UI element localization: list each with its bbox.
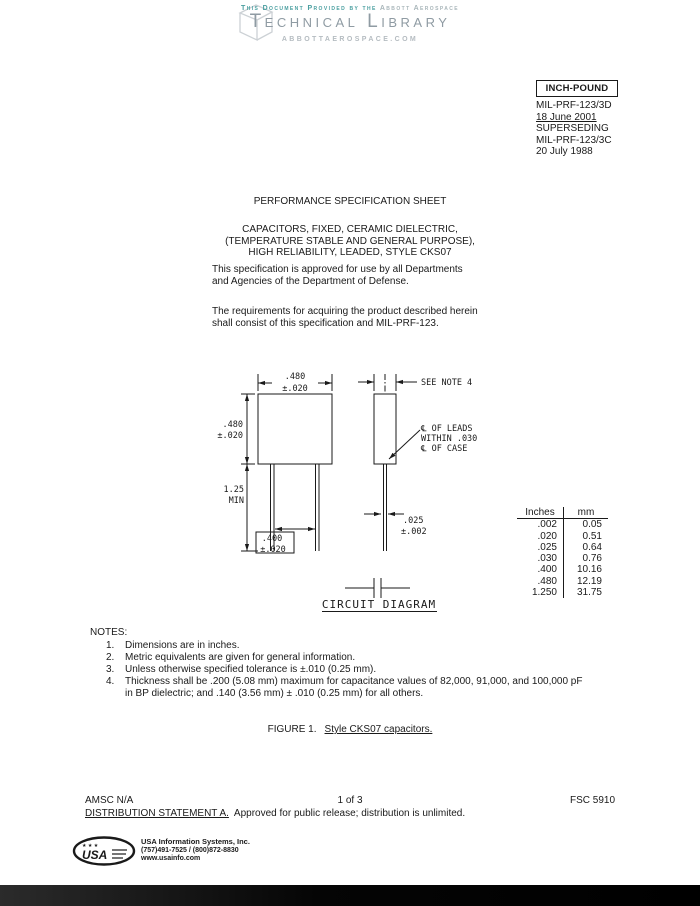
dim-lead-dia-tolerance: ±.002 [401, 527, 427, 537]
dim-lead-length-qualifier: MIN [228, 496, 244, 506]
logo-stripes [112, 850, 127, 858]
paragraph-line: The requirements for acquiring the product described herein [212, 306, 478, 317]
superseding-label: SUPERSEDING [536, 123, 609, 135]
notes-section [90, 627, 582, 700]
figure-caption [0, 724, 700, 735]
note-text-line: Thickness shall be .200 (5.08 mm) maximum for capacitance values of 82,000, 91,000, and 100,000 pF [125, 676, 583, 687]
table-header-inches: Inches [517, 507, 564, 519]
superseded-number: MIL-PRF-123/3C [536, 134, 612, 146]
see-note-4-label: SEE NOTE 4 [421, 378, 473, 388]
table-cell: .480 [517, 576, 564, 587]
centerline-within-label: WITHIN .030 [421, 434, 478, 444]
acquisition-paragraph [212, 306, 478, 329]
logo-stars: ★ ★ ★ [82, 843, 99, 849]
note-number: 3. [106, 664, 115, 675]
table-cell: 0.05 [582, 519, 602, 531]
note-item [106, 676, 582, 700]
vendor-website: www.usainfo.com [141, 855, 201, 863]
dim-lead-length-value: 1.25 [223, 485, 244, 495]
tagline-prefix: This Document Provided by the [241, 5, 377, 12]
inch-pound-box: INCH-POUND [536, 80, 618, 97]
subject-title [0, 224, 700, 259]
distribution-statement [85, 808, 465, 819]
table-cell: 0.51 [582, 530, 602, 542]
table-cell: 1.250 [517, 587, 564, 598]
paragraph-line: shall consist of this specification and MIL-PRF-123. [212, 317, 439, 329]
note-item [106, 652, 582, 664]
dim-height-tolerance: ±.020 [217, 431, 243, 441]
table-cell: 0.76 [582, 553, 602, 565]
page-bottom-bar [0, 885, 700, 906]
figure-caption-prefix: FIGURE 1. [267, 724, 317, 735]
usa-logo [72, 835, 136, 867]
distribution-text: Approved for public release; distribution is unlimited. [233, 808, 466, 819]
tagline-org: Abbott Aerospace [379, 5, 459, 12]
dim-lead-dia-value: .025 [403, 516, 424, 526]
paragraph-line: This specification is approved for use by all Departments [212, 264, 463, 275]
inches-mm-conversion-table [517, 507, 608, 598]
table-row [517, 519, 608, 531]
table-cell: .400 [517, 564, 564, 575]
table-header-mm: mm [564, 507, 609, 519]
centerline-case-label: ℄ OF CASE [421, 444, 468, 454]
note-text: Dimensions are in inches. [125, 640, 240, 651]
circuit-diagram-label: CIRCUIT DIAGRAM [321, 598, 437, 611]
table-cell: 12.19 [576, 575, 602, 587]
figure-caption-title: Style CKS07 capacitors. [324, 724, 433, 735]
note-text: Metric equivalents are given for general information. [125, 652, 356, 663]
table-cell: .030 [517, 553, 564, 564]
note-item [106, 664, 582, 676]
provider-site-url: ABBOTTAEROSPACE.COM [281, 36, 419, 43]
centerline-leads-label: ℄ OF LEADS [421, 424, 473, 434]
note-text: Unless otherwise specified tolerance is ±.010 (0.25 mm). [125, 664, 377, 675]
dim-width-tolerance: ±.020 [282, 384, 308, 394]
subject-line: CAPACITORS, FIXED, CERAMIC DIELECTRIC, [242, 224, 458, 235]
table-row [517, 553, 608, 564]
vendor-contact-info [141, 838, 250, 864]
notes-heading: NOTES: [90, 627, 128, 638]
approval-paragraph [212, 264, 463, 287]
table-cell: .025 [517, 542, 564, 553]
distribution-label: DISTRIBUTION STATEMENT A. [85, 808, 229, 819]
vendor-logo-block [72, 835, 250, 867]
capacitor-front-view [258, 394, 332, 464]
table-cell: 0.64 [582, 541, 602, 553]
table-row [517, 542, 608, 553]
dim-height-value: .480 [222, 420, 243, 430]
note-text [125, 676, 582, 700]
note-number: 2. [106, 652, 115, 663]
dim-width-value: .480 [284, 372, 306, 382]
note-text-line: in BP dielectric; and .140 (3.56 mm) ± .010 (0.25 mm) for all others. [125, 688, 424, 699]
vendor-phone: (757)491-7525 / (800)872-8830 [141, 846, 239, 854]
provider-title: Technical Library [249, 11, 451, 32]
table-row [517, 576, 608, 587]
capacitor-circuit-symbol [345, 578, 410, 598]
subject-line: (TEMPERATURE STABLE AND GENERAL PURPOSE), [225, 235, 475, 247]
table-cell: 10.16 [576, 564, 602, 576]
table-cell: .002 [517, 519, 564, 531]
spec-date: 18 June 2001 [536, 111, 597, 123]
superseded-date: 20 July 1988 [536, 146, 593, 158]
table-row [517, 531, 608, 542]
dim-lead-spacing-tolerance: ±.020 [260, 545, 286, 555]
dim-lead-spacing-value: .400 [261, 534, 283, 544]
spec-number: MIL-PRF-123/3D [536, 100, 612, 111]
table-row [517, 587, 608, 598]
logo-usa-text: USA [82, 848, 108, 862]
note-number: 4. [106, 676, 115, 687]
subject-line: HIGH RELIABILITY, LEADED, STYLE CKS07 [248, 247, 452, 259]
fsc-label: FSC 5910 [570, 795, 616, 806]
note-item [106, 640, 582, 652]
paragraph-line: and Agencies of the Department of Defense. [212, 275, 409, 287]
note-number: 1. [106, 640, 115, 651]
table-cell: .020 [517, 531, 564, 542]
table-cell: 31.75 [576, 587, 602, 599]
sheet-type-title: PERFORMANCE SPECIFICATION SHEET [253, 196, 447, 207]
vendor-company: USA Information Systems, Inc. [141, 837, 250, 847]
table-row [517, 564, 608, 575]
figure-drawing [200, 360, 520, 620]
capacitor-side-view [374, 394, 396, 464]
amsc-label: AMSC N/A [85, 795, 134, 806]
page-number: 1 of 3 [337, 795, 363, 806]
doc-id-block [536, 100, 612, 158]
